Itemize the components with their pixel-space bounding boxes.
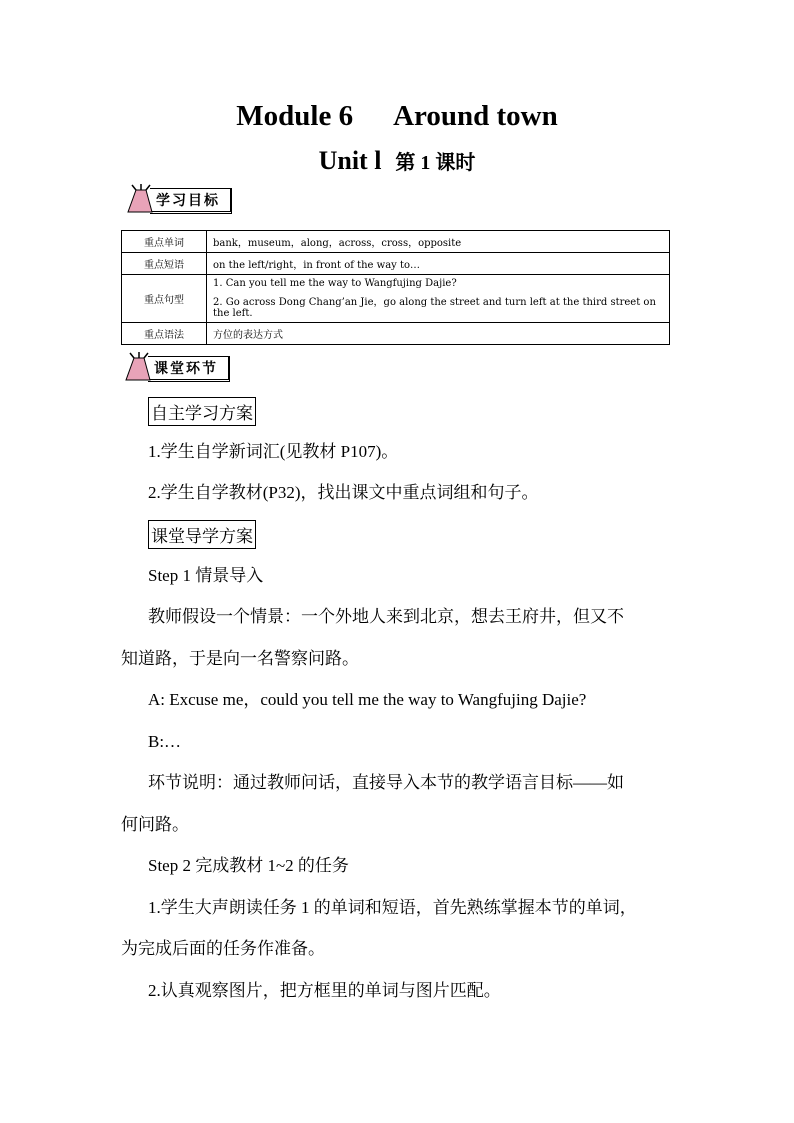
table-row — [122, 323, 670, 345]
class-badge — [120, 352, 230, 382]
paragraph-line: 知道路，于是向一名警察问路。 — [121, 649, 359, 668]
lesson-label: 第 1 课时 — [395, 152, 476, 174]
dialog-line-a: A: Excuse me，could you tell me the way to Wangfujing Dajie? — [148, 690, 587, 709]
note-line: 何问路。 — [121, 815, 189, 834]
unit-title — [0, 146, 794, 176]
paragraph-line: 教师假设一个情景：一个外地人来到北京，想去王府井，但又不 — [148, 607, 624, 626]
unit-number: Unit l — [318, 146, 382, 175]
section1-item: 1.学生自学新词汇(见教材 P107)。 — [148, 442, 399, 461]
section2-heading: 课堂导学方案 — [148, 520, 256, 549]
sentence-1: 1. Can you tell me the way to Wangfujing Dajie? — [213, 278, 457, 289]
pen-icon — [122, 184, 156, 214]
goals-table — [121, 230, 670, 345]
table-key: 重点句型 — [122, 275, 207, 323]
table-key: 重点单词 — [122, 231, 207, 253]
dialog-line-b: B:… — [148, 732, 182, 751]
task-line: 2.认真观察图片，把方框里的单词与图片匹配。 — [148, 981, 501, 1000]
table-key: 重点短语 — [122, 253, 207, 275]
table-value: 方位的表达方式 — [207, 323, 670, 345]
section1-heading: 自主学习方案 — [148, 397, 256, 426]
task-line: 1.学生大声朗读任务 1 的单词和短语，首先熟练掌握本节的单词， — [148, 898, 637, 917]
module-number: Module 6 — [236, 100, 354, 132]
table-value: on the left/right，in front of the way to… — [207, 253, 670, 275]
table-value: bank，museum，along，across，cross，opposite — [207, 231, 670, 253]
task-line: 为完成后面的任务作准备。 — [121, 939, 325, 958]
step1-heading: Step 1 情景导入 — [148, 566, 264, 585]
goals-badge — [122, 184, 232, 214]
class-badge-label: 课堂环节 — [148, 356, 230, 382]
module-title — [0, 100, 794, 133]
note-line: 环节说明：通过教师问话，直接导入本节的教学语言目标——如 — [148, 773, 624, 792]
table-key: 重点语法 — [122, 323, 207, 345]
sentence-2: 2. Go across Dong Chang’an Jie，go along the street and turn left at the third street on the left. — [213, 297, 656, 319]
pen-icon — [120, 352, 154, 382]
table-row — [122, 231, 670, 253]
table-row — [122, 253, 670, 275]
module-topic: Around town — [393, 100, 558, 132]
section1-item: 2.学生自学教材(P32)，找出课文中重点词组和句子。 — [148, 483, 539, 502]
step2-heading: Step 2 完成教材 1~2 的任务 — [148, 856, 349, 875]
goals-badge-label: 学习目标 — [150, 188, 232, 214]
table-value — [207, 275, 670, 323]
table-row — [122, 275, 670, 323]
